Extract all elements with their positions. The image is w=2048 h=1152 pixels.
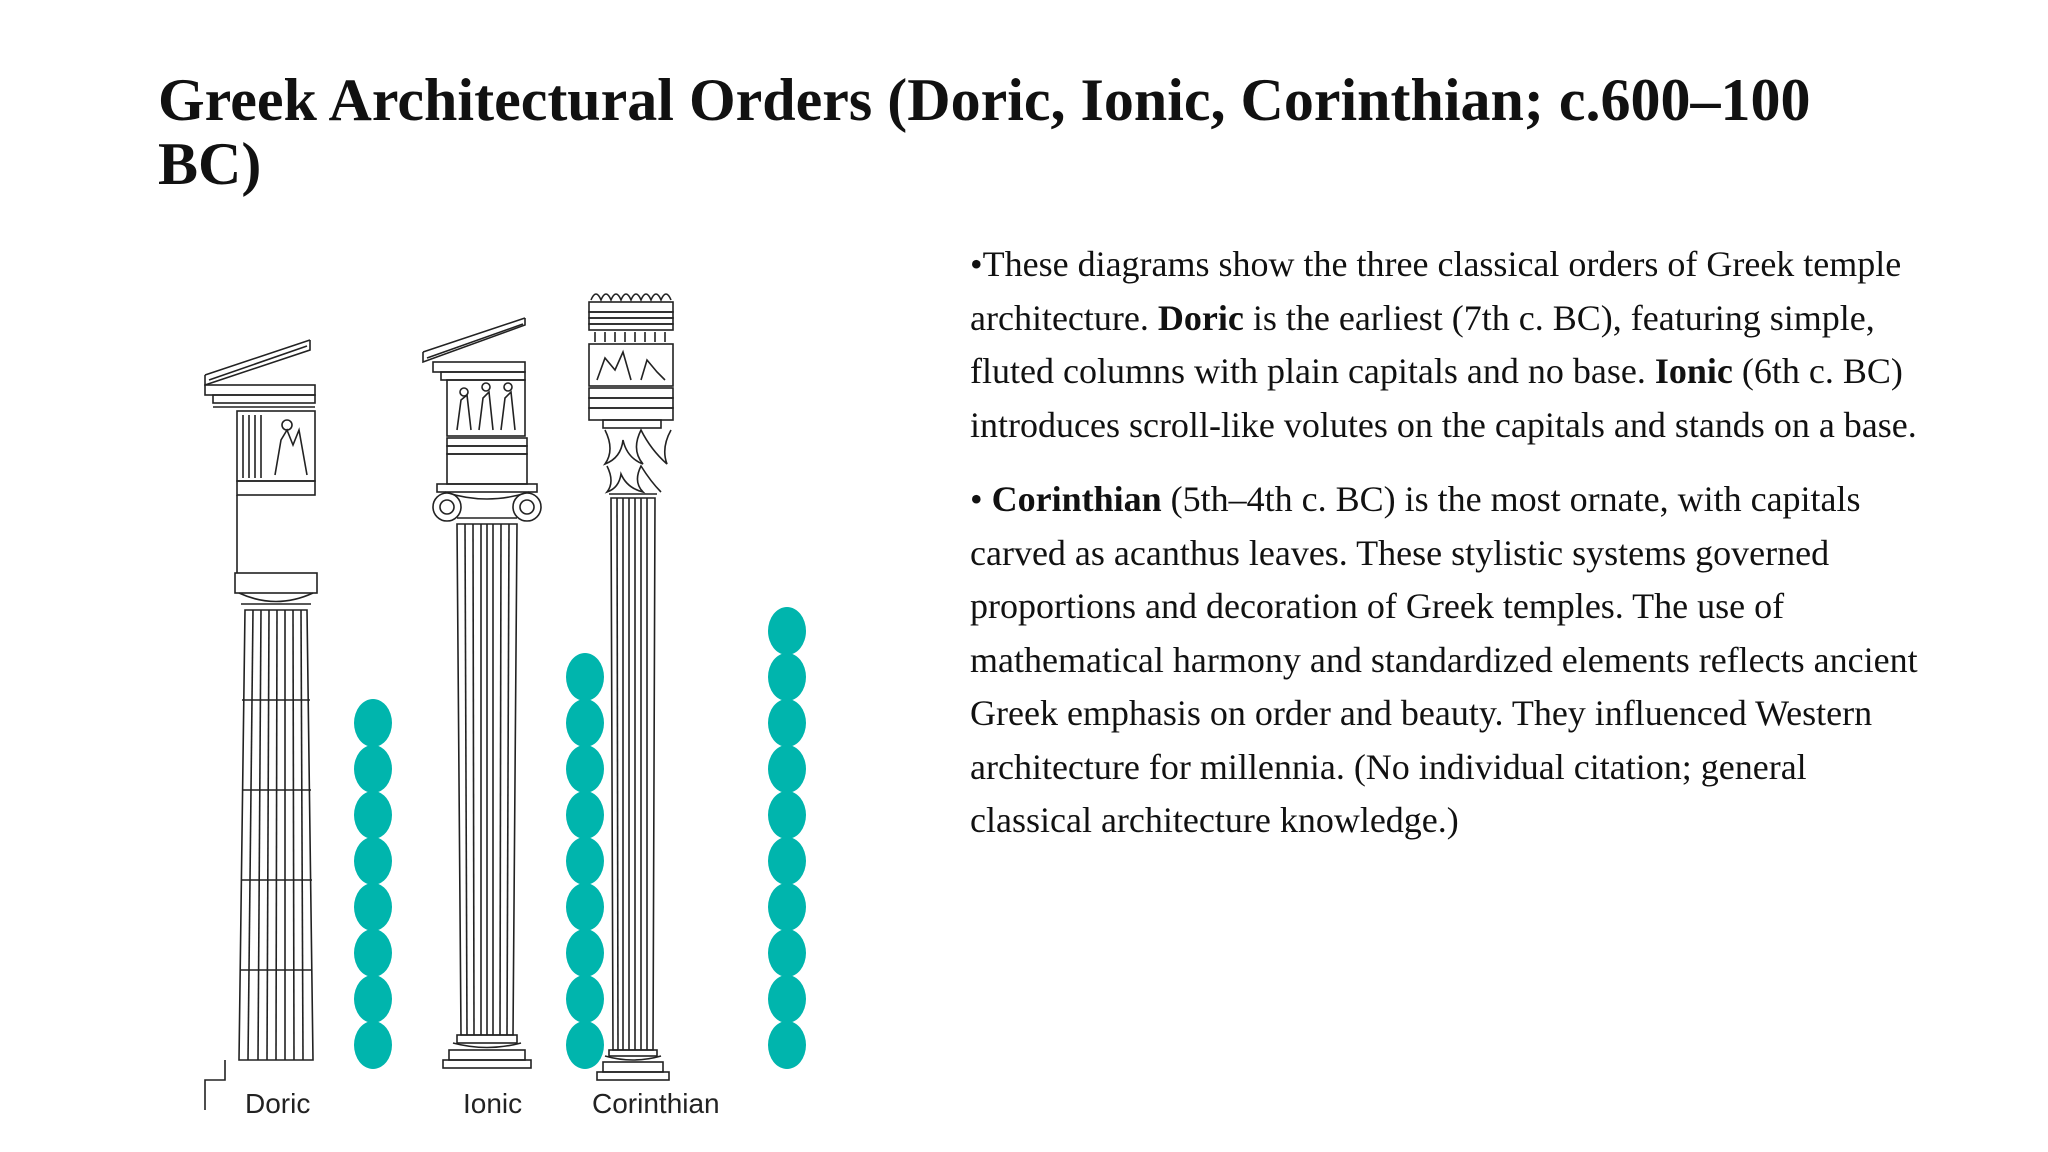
greek-orders-diagram — [195, 280, 835, 1120]
doric-bead-chain — [354, 699, 392, 1069]
ionic-bead — [566, 975, 604, 1023]
corinthian-bead — [768, 653, 806, 701]
bullet: • — [970, 479, 983, 519]
ionic-bead — [566, 929, 604, 977]
corinthian-bead — [768, 975, 806, 1023]
doric-bead — [354, 929, 392, 977]
ionic-bead — [566, 1021, 604, 1069]
ionic-bead — [566, 837, 604, 885]
corinthian-bead — [768, 791, 806, 839]
corinthian-bead — [768, 607, 806, 655]
corinthian-label: Corinthian — [592, 1088, 720, 1119]
slide-title: Greek Architectural Orders (Doric, Ionic, Corinthian; c.600–100 BC) — [158, 67, 1811, 197]
term-doric: Doric — [1157, 297, 1244, 338]
ionic-bead — [566, 745, 604, 793]
doric-column-drawing — [205, 340, 317, 1110]
ionic-bead — [566, 791, 604, 839]
corinthian-bead — [768, 745, 806, 793]
term-corinthian: Corinthian — [991, 479, 1162, 519]
body-text — [970, 238, 1930, 869]
ionic-column-drawing — [423, 318, 541, 1068]
doric-bead — [354, 1021, 392, 1069]
corinthian-bead-chain — [768, 607, 806, 1069]
doric-bead — [354, 975, 392, 1023]
ionic-bead-chain — [566, 653, 604, 1069]
term-ionic: Ionic — [1654, 351, 1733, 391]
ionic-label: Ionic — [463, 1088, 523, 1119]
bullet: • — [970, 244, 983, 284]
corinthian-bead — [768, 1021, 806, 1069]
ionic-bead — [566, 653, 604, 701]
doric-bead — [354, 745, 392, 793]
doric-label: Doric — [245, 1088, 311, 1119]
ionic-bead — [566, 699, 604, 747]
doric-bead — [354, 837, 392, 885]
paragraph-orders-intro: •These diagrams show the three classical orders of Greek temple architecture. Doric is the earliest (7th c. BC), featuring simple, fluted columns with plain capitals and no base. Ionic (6th c. BC) introduces scroll-like volutes on the capitals and stands on a base. — [970, 244, 1917, 445]
doric-bead — [354, 883, 392, 931]
corinthian-bead — [768, 929, 806, 977]
corinthian-bead — [768, 699, 806, 747]
paragraph-corinthian: • Corinthian (5th–4th c. BC) is the most ornate, with capitals carved as acanthus leaves. These stylistic systems governed proportions and decoration of Greek temples. The use of mathematical harmony and standardized elements reflects ancient Greek emphasis on order and beauty. They influenced Western architecture for millennia. (No individual citation; general classical architecture knowledge.) — [970, 479, 1918, 840]
doric-bead — [354, 791, 392, 839]
corinthian-bead — [768, 883, 806, 931]
doric-bead — [354, 699, 392, 747]
corinthian-bead — [768, 837, 806, 885]
ionic-bead — [566, 883, 604, 931]
